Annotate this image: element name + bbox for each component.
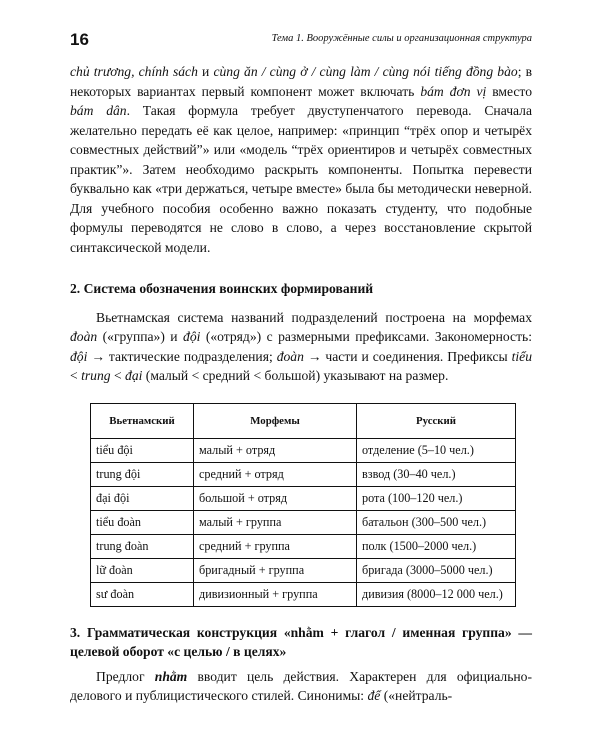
cell-russian: взвод (30–40 чел.) — [357, 462, 516, 486]
text-span: вместо — [486, 83, 532, 99]
table-row — [91, 582, 516, 606]
paragraph-continued — [70, 62, 532, 257]
term-italic: tiểu — [511, 348, 532, 364]
text-span: и — [197, 64, 214, 79]
text-span: вводит цель действия. Характерен для официально-делового и публицистического стилей. Синонимы: — [70, 668, 532, 703]
term-italic: trung — [81, 368, 111, 383]
term-bold-italic: nhằm — [154, 668, 188, 684]
term-italic: bám đơn vị — [420, 83, 487, 99]
text-span: ; в некоторых вариантах первый компонент может включать — [70, 64, 533, 99]
column-header-vietnamese: Вьетнамский — [91, 403, 194, 438]
table-row — [91, 438, 516, 462]
section-heading-3: 3. Грамматическая конструкция «nhằm + глагол / именная группа» — целевой оборот «с целью / в целях» — [70, 624, 532, 659]
table-row — [91, 462, 516, 486]
running-head: Тема 1. Вооружённые силы и организационная структура — [271, 33, 532, 44]
column-header-morphemes: Морфемы — [194, 403, 357, 438]
text-span: («нейтраль- — [380, 688, 453, 703]
cell-russian: дивизия (8000–12 000 чел.) — [357, 582, 516, 606]
cell-morphemes: средний + отряд — [194, 462, 357, 486]
paragraph-section-2 — [70, 308, 532, 386]
term-italic: để — [367, 688, 381, 703]
cell-russian: бригада (3000–5000 чел.) — [357, 558, 516, 582]
term-italic: chủ trương, chính sách — [70, 64, 198, 79]
cell-morphemes: бригадный + группа — [194, 558, 357, 582]
cell-morphemes: большой + отряд — [194, 486, 357, 510]
text-span: < — [70, 368, 82, 383]
text-span: → части и соединения. Префиксы — [303, 348, 512, 364]
section-heading-2: 2. Система обозначения воинских формирований — [70, 281, 374, 296]
cell-russian: батальон (300–500 чел.) — [357, 510, 516, 534]
text-span: Вьетнамская система названий подразделений построена на морфемах — [96, 309, 532, 325]
term-italic: đoàn — [276, 348, 304, 364]
text-span: . Такая формула требует двуступенчатого перевода. Сначала желательно передать её как целое, например: «принцип “трёх опор и четырёх совместных действий”» или «модель “трёх ориентиров и четырёх совместных практик”». Затем необходимо раскрыть компоненты. Попытка перевести буквально как «три держаться, четыре вместе» была бы методически неверной. Для учебного пособия особенно важно показать студенту, что подобные формулы переводятся не слово в слово, а через восстановление скрытой синтаксической модели. — [70, 103, 533, 255]
cell-morphemes: малый + отряд — [194, 438, 357, 462]
page-content — [70, 62, 532, 706]
column-header-russian: Русский — [357, 403, 516, 438]
cell-morphemes: средний + группа — [194, 534, 357, 558]
text-span: → тактические подразделения; — [87, 348, 277, 364]
cell-russian: рота (100–120 чел.) — [357, 486, 516, 510]
term-italic: đội — [183, 329, 201, 344]
cell-morphemes: дивизионный + группа — [194, 582, 357, 606]
text-span: < — [110, 368, 126, 383]
cell-vietnamese: trung đoàn — [91, 534, 194, 558]
cell-morphemes: малый + группа — [194, 510, 357, 534]
term-italic: bám dân — [70, 103, 127, 118]
table-row — [91, 558, 516, 582]
cell-russian: отделение (5–10 чел.) — [357, 438, 516, 462]
cell-vietnamese: tiểu đội — [91, 438, 194, 462]
cell-russian: полк (1500–2000 чел.) — [357, 534, 516, 558]
cell-vietnamese: tiểu đoàn — [91, 510, 194, 534]
cell-vietnamese: lữ đoàn — [91, 558, 194, 582]
paragraph-section-3 — [70, 667, 532, 706]
term-italic: đại — [125, 368, 143, 383]
cell-vietnamese: sư đoàn — [91, 582, 194, 606]
table-header-row — [91, 403, 516, 438]
cell-vietnamese: đại đội — [91, 486, 194, 510]
page-header — [70, 30, 532, 52]
unit-names-table — [90, 403, 516, 607]
page-number: 16 — [70, 30, 89, 49]
text-span: («отряд») с размерными префиксами. Закономерность: — [200, 329, 532, 344]
term-italic: đội — [70, 348, 88, 364]
table-row — [91, 510, 516, 534]
text-span: (малый < средний < большой) указывают на размер. — [142, 368, 449, 383]
text-span: Предлог — [96, 668, 155, 684]
table-row — [91, 486, 516, 510]
term-italic: cùng ăn / cùng ở / cùng làm / cùng nói tiếng đồng bào — [213, 64, 518, 79]
term-italic: đoàn — [70, 329, 98, 344]
table-row — [91, 534, 516, 558]
cell-vietnamese: trung đội — [91, 462, 194, 486]
text-span: («группа») и — [97, 329, 184, 344]
